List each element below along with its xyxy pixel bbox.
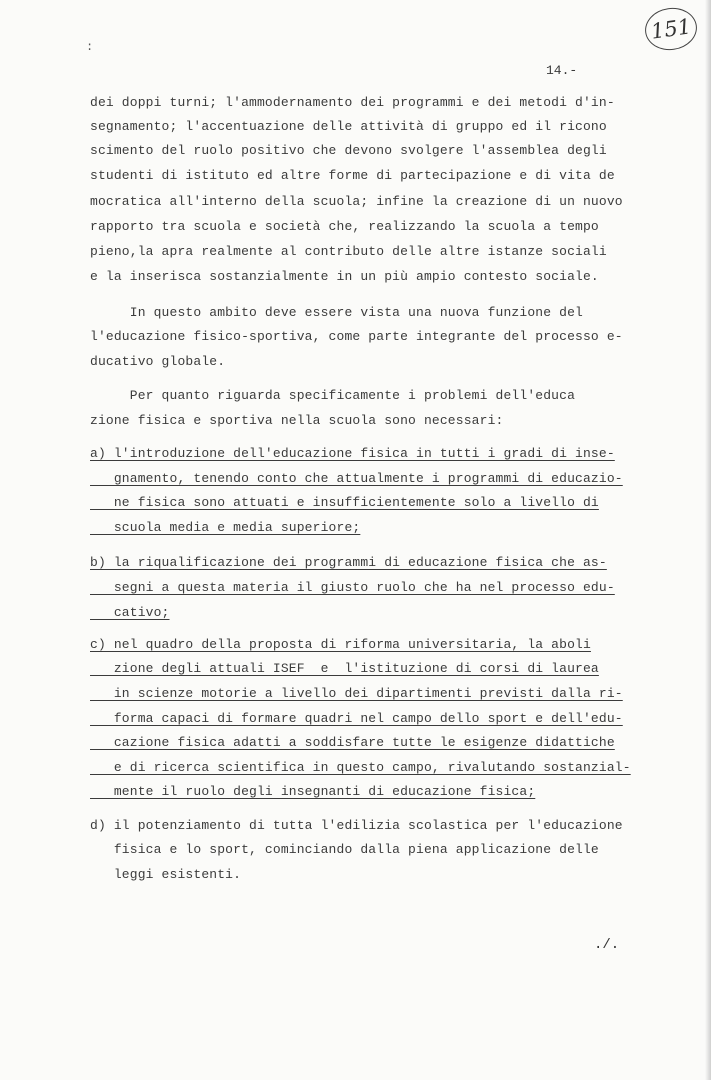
paragraph1-line: studenti di istituto ed altre forme di partecipazione e di vita de: [90, 168, 615, 183]
paragraph1-line: rapporto tra scuola e società che, realizzando la scuola a tempo: [90, 219, 599, 234]
item-c-line: cazione fisica adatti a soddisfare tutte le esigenze didattiche: [90, 735, 615, 750]
paragraph2-line: ducativo globale.: [90, 354, 226, 369]
paragraph1-line: segnamento; l'accentuazione delle attività di gruppo ed il ricono: [90, 119, 607, 134]
item-b-line: b) la riqualificazione dei programmi di educazione fisica che as-: [90, 555, 607, 570]
item-c-line: in scienze motorie a livello dei dipartimenti previsti dalla ri-: [90, 686, 623, 701]
item-c-line: mente il ruolo degli insegnanti di educazione fisica;: [90, 784, 536, 799]
item-c-line: forma capaci di formare quadri nel campo dello sport e dell'edu-: [90, 711, 623, 726]
item-a-line: a) l'introduzione dell'educazione fisica in tutti i gradi di inse-: [90, 446, 615, 461]
paragraph1-line: mocratica all'interno della scuola; infine la creazione di un nuovo: [90, 194, 623, 209]
item-c-line: e di ricerca scientifica in questo campo, rivalutando sostanzial-: [90, 760, 631, 775]
stamp-number: 151: [649, 14, 693, 44]
paragraph2-line: l'educazione fisico-sportiva, come parte integrante del processo e-: [90, 329, 623, 344]
item-d-line: fisica e lo sport, cominciando dalla piena applicazione delle: [90, 842, 599, 857]
item-b-line: segni a questa materia il giusto ruolo che ha nel processo edu-: [90, 580, 615, 595]
paragraph1-line: scimento del ruolo positivo che devono svolgere l'assemblea degli: [90, 143, 607, 158]
page-edge-shadow: [705, 0, 711, 1080]
paragraph3-line: zione fisica e sportiva nella scuola sono necessari:: [90, 413, 504, 428]
paragraph3-line: Per quanto riguarda specificamente i problemi dell'educa: [90, 388, 576, 403]
item-c-line: c) nel quadro della proposta di riforma universitaria, la aboli: [90, 637, 591, 652]
item-d-line: leggi esistenti.: [90, 867, 242, 882]
page-number: 14.-: [546, 63, 578, 78]
item-a-line: scuola media e media superiore;: [90, 520, 361, 535]
item-c-line: zione degli attuali ISEF e l'istituzione di corsi di laurea: [90, 661, 599, 676]
item-a-line: ne fisica sono attuati e insufficientemente solo a livello di: [90, 495, 599, 510]
paragraph2-line: In questo ambito deve essere vista una nuova funzione del: [90, 305, 583, 320]
item-d-line: d) il potenziamento di tutta l'edilizia scolastica per l'educazione: [90, 818, 623, 833]
paragraph1-line: dei doppi turni; l'ammodernamento dei programmi e dei metodi d'in-: [90, 95, 615, 110]
item-b-line: cativo;: [90, 605, 170, 620]
continuation-mark: ./.: [594, 937, 620, 953]
handwritten-page-stamp: [642, 5, 699, 54]
paragraph1-line: pieno,la apra realmente al contributo delle altre istanze sociali: [90, 244, 607, 259]
item-a-line: gnamento, tenendo conto che attualmente i programmi di educazio-: [90, 471, 623, 486]
paragraph1-line: e la inserisca sostanzialmente in un più ampio contesto sociale.: [90, 269, 599, 284]
margin-mark: :: [86, 40, 94, 54]
